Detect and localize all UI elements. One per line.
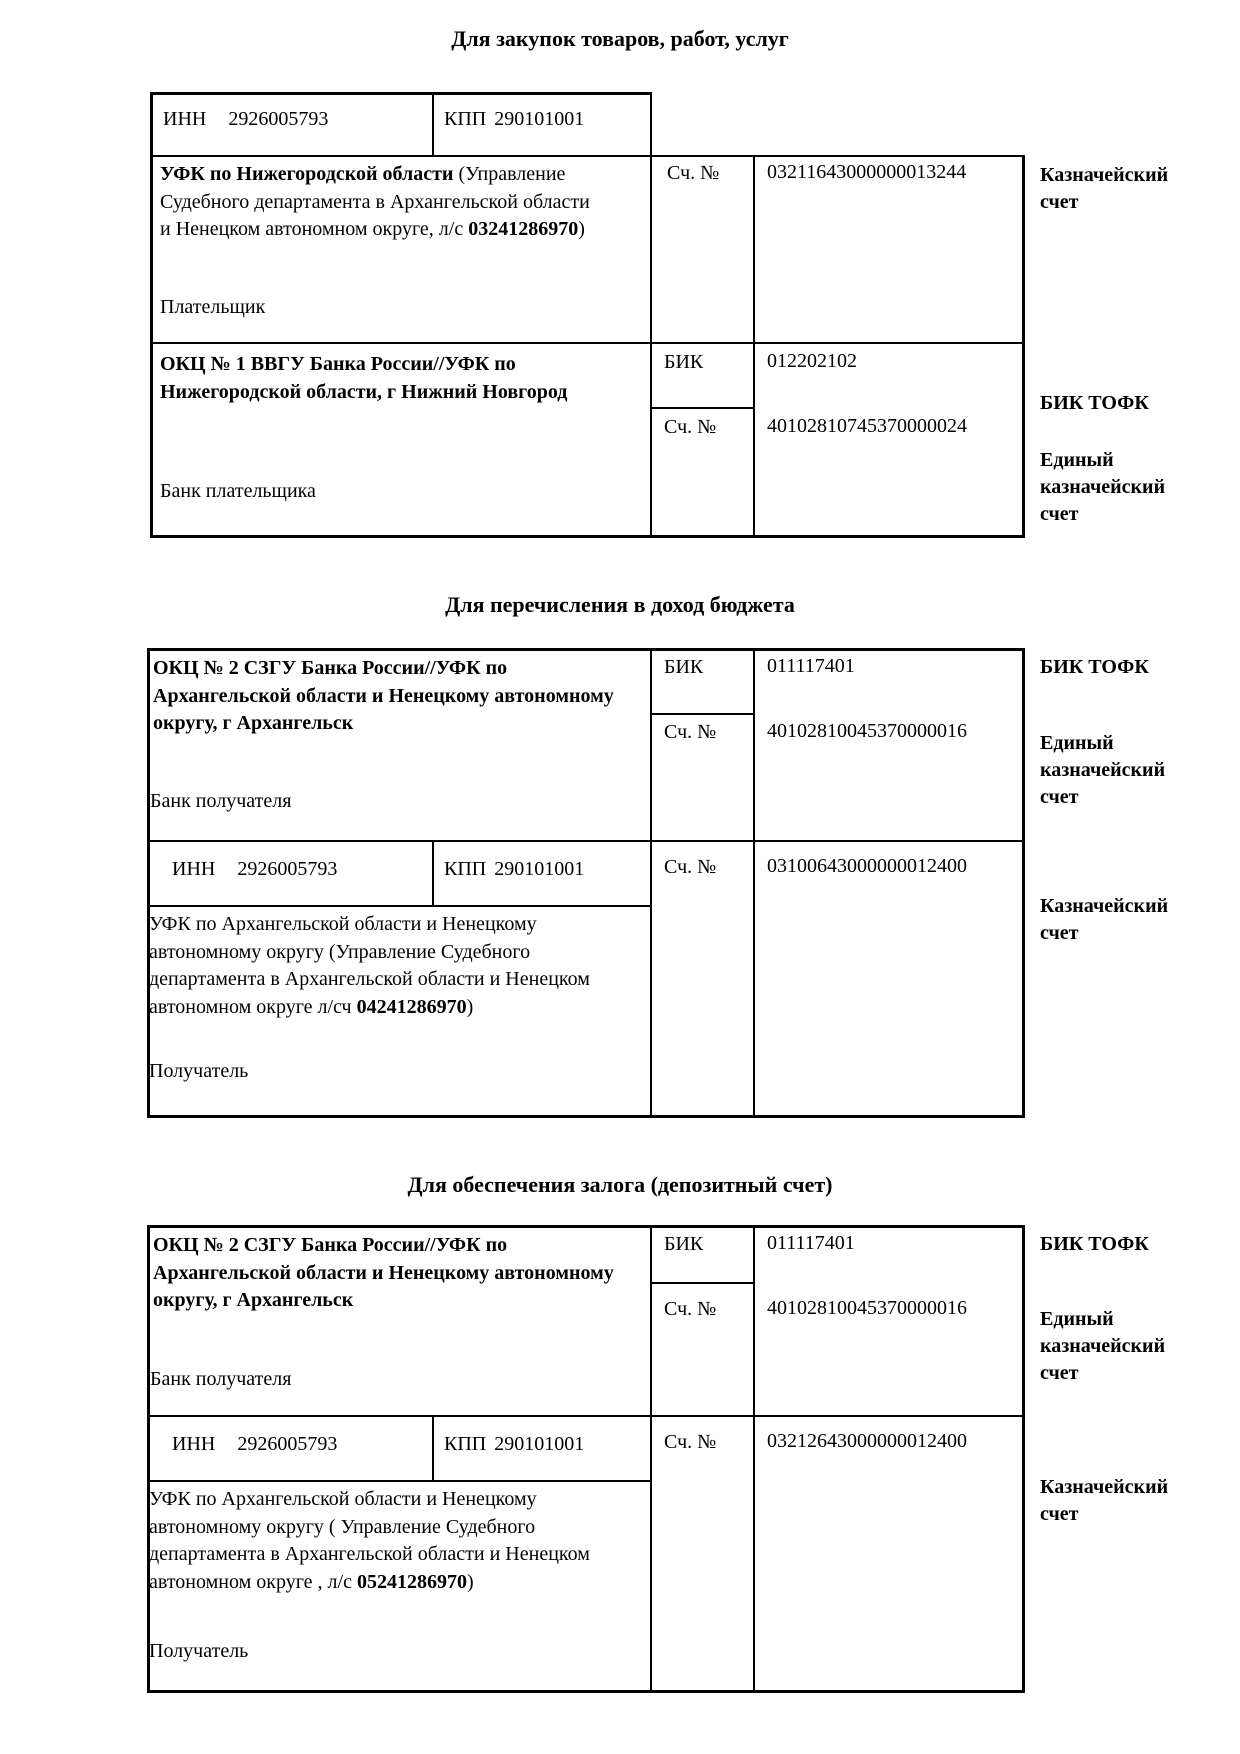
payer-name: УФК по Нижегородской области (Управление Судебного департамента в Архангельской области и Ненецком автономном округе, л/с 03241286970)	[160, 163, 590, 240]
single-treasury-account-number: 40102810045370000016	[767, 720, 967, 742]
divider	[650, 407, 753, 409]
divider	[650, 1282, 753, 1284]
payer-kpp-row	[444, 106, 584, 134]
side-label-treasury-account: Казначейский счет	[1040, 1476, 1169, 1525]
divider	[147, 648, 150, 1118]
side-label-bik-tofk: БИК ТОФК	[1040, 1233, 1149, 1255]
recipient-bank-name: ОКЦ № 2 СЗГУ Банка России//УФК по Архангельской области и Ненецкому автономному округу, г Архангельск	[153, 657, 614, 734]
account-label: Сч. №	[664, 1431, 717, 1453]
payer-inn-row	[163, 106, 328, 134]
recipient-bank-name: ОКЦ № 2 СЗГУ Банка России//УФК по Архангельской области и Ненецкому автономному округу, г Архангельск	[153, 1234, 614, 1311]
inn-label: ИНН	[172, 858, 216, 880]
recipient-caption: Получатель	[149, 1640, 249, 1662]
side-label-single-treasury-account: Единый казначейский счет	[1040, 449, 1166, 525]
side-label-single-treasury-account: Единый казначейский счет	[1040, 732, 1166, 808]
recipient-bank-caption: Банк получателя	[150, 790, 292, 812]
section3-title: Для обеспечения залога (депозитный счет)	[407, 1172, 833, 1197]
side-label-bik-tofk: БИК ТОФК	[1040, 656, 1149, 678]
divider	[1022, 1225, 1025, 1693]
kpp-value: 290101001	[494, 858, 585, 880]
divider	[753, 155, 755, 535]
divider	[432, 92, 434, 155]
divider	[147, 1115, 1025, 1118]
bik-label: БИК	[664, 1233, 704, 1255]
inn-value: 2926005793	[237, 858, 338, 880]
account-label: Сч. №	[664, 856, 717, 878]
payer-bank-name: ОКЦ № 1 ВВГУ Банка России//УФК по Нижегородской области, г Нижний Новгород	[160, 353, 568, 403]
inn-value: 2926005793	[237, 1433, 338, 1455]
divider	[432, 1415, 434, 1480]
recipient-name: УФК по Архангельской области и Ненецкому автономному округу ( Управление Судебного департамента в Архангельской области и Ненецком автономном округе , л/с 05241286970)	[149, 1488, 590, 1593]
kpp-label: КПП	[444, 858, 487, 880]
divider	[650, 648, 652, 1115]
divider	[150, 92, 153, 538]
side-label-treasury-account: Казначейский счет	[1040, 164, 1169, 213]
treasury-account-number: 03100643000000012400	[767, 855, 967, 877]
kpp-label: КПП	[444, 108, 487, 130]
recipient-kpp-row	[444, 856, 584, 884]
treasury-account-number: 03212643000000012400	[767, 1430, 967, 1452]
inn-value: 2926005793	[228, 108, 329, 130]
divider	[150, 535, 1025, 538]
kpp-value: 290101001	[494, 108, 585, 130]
bik-value: 011117401	[767, 1232, 855, 1254]
recipient-inn-row	[172, 1431, 337, 1459]
divider	[147, 905, 652, 907]
divider	[147, 1415, 1025, 1417]
divider	[147, 1480, 652, 1482]
account-label: Сч. №	[664, 416, 717, 438]
bik-label: БИК	[664, 351, 704, 373]
divider	[753, 1225, 755, 1690]
payer-bank-caption: Банк плательщика	[160, 480, 316, 502]
single-treasury-account-number: 40102810045370000016	[767, 1297, 967, 1319]
divider	[650, 713, 753, 715]
side-label-single-treasury-account: Единый казначейский счет	[1040, 1308, 1166, 1384]
section1-title: Для закупок товаров, работ, услуг	[451, 26, 789, 51]
bik-label: БИК	[664, 656, 704, 678]
treasury-account-number: 03211643000000013244	[767, 161, 967, 183]
recipient-inn-row	[172, 856, 337, 884]
inn-label: ИНН	[163, 108, 207, 130]
side-label-treasury-account: Казначейский счет	[1040, 895, 1169, 944]
divider	[432, 840, 434, 905]
divider	[1022, 155, 1025, 538]
divider	[150, 92, 652, 95]
divider	[147, 1225, 150, 1693]
bik-value: 012202102	[767, 350, 857, 372]
divider	[1022, 648, 1025, 1118]
divider	[147, 1225, 1025, 1228]
divider	[147, 1690, 1025, 1693]
divider	[150, 155, 1025, 157]
divider	[753, 648, 755, 1115]
payer-caption: Плательщик	[160, 296, 266, 318]
recipient-kpp-row	[444, 1431, 584, 1459]
section2-title: Для перечисления в доход бюджета	[445, 592, 795, 617]
divider	[650, 1225, 652, 1690]
divider	[650, 92, 652, 535]
recipient-name: УФК по Архангельской области и Ненецкому автономному округу (Управление Судебного департамента в Архангельской области и Ненецком автономном округе л/сч 04241286970)	[149, 913, 590, 1018]
kpp-label: КПП	[444, 1433, 487, 1455]
side-label-bik-tofk: БИК ТОФК	[1040, 392, 1149, 414]
recipient-caption: Получатель	[149, 1060, 249, 1082]
recipient-bank-caption: Банк получателя	[150, 1368, 292, 1390]
kpp-value: 290101001	[494, 1433, 585, 1455]
divider	[150, 342, 1025, 344]
divider	[147, 648, 1025, 651]
account-label: Сч. №	[664, 1298, 717, 1320]
account-label: Сч. №	[667, 162, 720, 184]
account-label: Сч. №	[664, 721, 717, 743]
inn-label: ИНН	[172, 1433, 216, 1455]
bik-value: 011117401	[767, 655, 855, 677]
divider	[147, 840, 1025, 842]
single-treasury-account-number: 40102810745370000024	[767, 415, 967, 437]
